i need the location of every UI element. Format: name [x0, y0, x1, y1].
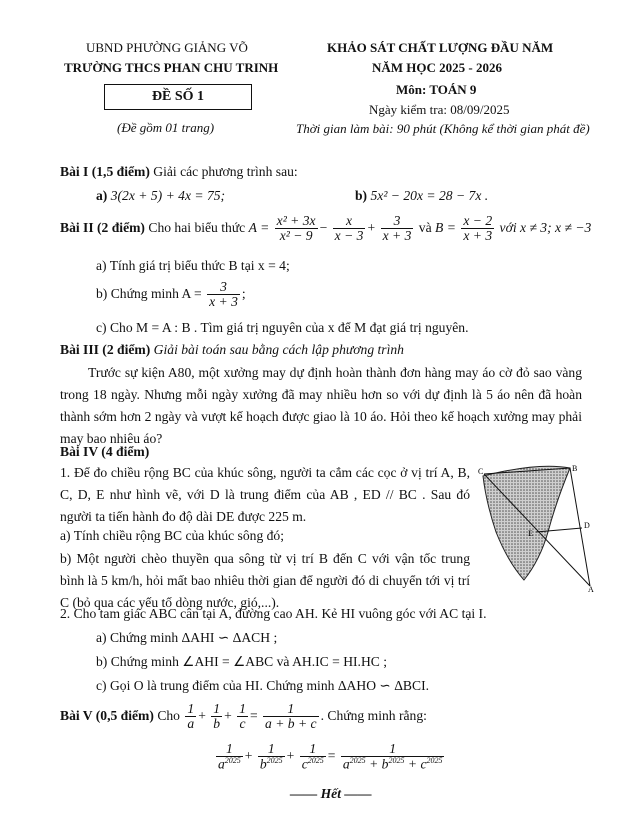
bai5-tail: . Chứng minh rằng:	[320, 707, 427, 723]
bai2-b	[96, 280, 246, 310]
frac-c2025: $\frac{1}{c^{2025}}$	[301, 741, 324, 772]
bai4-p2: 2. Cho tam giác ABC cân tại A, đường cao AH. Kẻ HI vuông góc với AC tại I.	[60, 606, 487, 621]
bai4-p1b: b) Một người chèo thuyền qua sông từ vị trí B đến C với vận tốc trung bình là 5 km/h, hỏi mất bao nhiêu thời gian để người đó di chuyển tới vị trí C (bỏ qua các yếu tố dòng nước, gió,...).	[60, 551, 470, 610]
bai3-subheading: Giải bài toán sau bằng cách lập phương trình	[153, 342, 404, 357]
expr-a-label: A =	[248, 219, 270, 235]
frac-1-a: $\frac{1}{a}$	[187, 701, 195, 732]
river-figure	[478, 462, 600, 592]
school-name: TRƯỜNG THCS PHAN CHU TRINH	[64, 60, 279, 75]
bai5-prompt: Cho	[157, 707, 180, 723]
bai2-prompt: Cho hai biểu thức	[148, 219, 246, 235]
bai1-a	[96, 188, 225, 204]
end-marker: —— Hết ——	[290, 786, 372, 801]
bai3-body: Trước sự kiện A80, một xưởng may dự định hoàn thành đơn hàng may áo cờ đỏ sao vàng trong 18 ngày. Nhưng mỗi ngày xưởng đã may nhiều hơn so với dự định là 5 áo nên đã hoàn thành sớm hơn 2 ngày và vượt kế hoạch được giao là 10 áo. Hỏi theo kế hoạch xưởng may phải may bao nhiêu áo?	[60, 365, 582, 446]
bai4-heading: Bài IV (4 điểm)	[60, 444, 150, 459]
label-a: A	[588, 585, 594, 592]
bai1-a-expr: 3(2x + 5) + 4x = 75;	[110, 188, 226, 203]
bai2-line: Bài II (2 điểm) Cho hai biểu thức A = $\frac{\text{x² + 3x}}{\text{x² − 9}}$ − $\frac{x}{x - 3}$ + $\frac{3}{x + 3}$ và B = $\frac{x - 2}{x + 3}$ với x ≠ 3; x ≠ −3	[60, 213, 592, 244]
riverbank-shape	[483, 466, 570, 580]
condition: với x ≠ 3; x ≠ −3	[499, 219, 592, 235]
subject: Môn: TOÁN 9	[396, 82, 477, 97]
frac-1-b: $\frac{1}{b}$	[213, 701, 221, 732]
bai2-heading: Bài II (2 điểm)	[60, 219, 145, 235]
bai3-heading: Bài III (2 điểm)	[60, 342, 151, 357]
expr-b-label: B =	[435, 219, 456, 235]
label-e: E	[528, 529, 533, 538]
fraction-b: $\frac{x - 2}{x + 3}$	[463, 213, 493, 244]
bai1-prompt: Giải các phương trình sau:	[153, 164, 298, 179]
and-word: và	[418, 219, 432, 235]
bai1-line	[60, 164, 298, 180]
frac-sum2025: $\frac{1}{a^{2025} + b^{2025} + c^{2025}}$	[342, 741, 443, 772]
exam-date: Ngày kiểm tra: 08/09/2025	[369, 102, 510, 117]
school-authority: UBND PHƯỜNG GIẢNG VÕ	[86, 40, 248, 55]
exam-time: Thời gian làm bài: 90 phút (Không kể thời gian phát đề)	[296, 121, 590, 136]
label-d: D	[584, 521, 590, 530]
bai3-line	[60, 342, 404, 358]
bai4-p2b: b) Chứng minh ∠AHI = ∠ABC và AH.IC = HI.HC ;	[96, 654, 388, 669]
exam-code-box: ĐỀ SỐ 1	[104, 84, 252, 110]
pages-note: (Đề gồm 01 trang)	[117, 120, 215, 135]
bai4-p1a: a) Tính chiều rộng BC của khúc sông đó;	[60, 528, 285, 543]
bai4-p1: 1. Để đo chiều rộng BC của khúc sông, người ta cắm các cọc ở vị trí A, B, C, D, E như hình vẽ, với D là trung điểm của AB , ED // BC . Sau đó người ta tiến hành đo độ dài DE được 225 m.	[60, 465, 470, 524]
frac-1-c: $\frac{1}{c}$	[239, 701, 246, 732]
fraction-3-over: $\frac{3}{x + 3}$	[209, 279, 238, 310]
bai2-a: a) Tính giá trị biểu thức B tại x = 4;	[96, 258, 290, 273]
bai2-b-suffix: ;	[241, 285, 246, 301]
fraction-3: $\frac{3}{x + 3}$	[382, 213, 412, 244]
frac-b2025: $\frac{1}{b^{2025}}$	[259, 741, 283, 772]
fraction-2: $\frac{x}{x - 3}$	[334, 213, 364, 244]
school-year: NĂM HỌC 2025 - 2026	[372, 60, 502, 75]
bai2-c: c) Cho M = A : B . Tìm giá trị nguyên của x để M đạt giá trị nguyên.	[96, 320, 469, 335]
bai2-b-prefix: b) Chứng minh A =	[96, 285, 202, 301]
label-b: B	[572, 464, 578, 473]
bai1-a-label: a)	[96, 188, 108, 203]
bai4-p2c: c) Gọi O là trung điểm của HI. Chứng minh ΔAHO ∽ ΔBCI.	[96, 678, 429, 693]
fraction-1: $\frac{\text{x² + 3x}}{\text{x² − 9}}$	[276, 213, 316, 244]
frac-a2025: $\frac{1}{a^{2025}}$	[218, 741, 241, 772]
bai1-heading: Bài I (1,5 điểm)	[60, 164, 150, 179]
label-c: C	[478, 467, 484, 476]
bai5-heading: Bài V (0,5 điểm)	[60, 707, 154, 723]
frac-1-abc: $\frac{1}{a + b + c}$	[265, 701, 317, 732]
bai5-line: Bài V (0,5 điểm) Cho $\frac{1}{a}$ + $\frac{1}{b}$ + $\frac{1}{c}$ = $\frac{1}{a + b + c}$ . Chứng minh rằng:	[60, 701, 427, 732]
bai1-b	[355, 188, 488, 204]
bai1-b-expr: 5x² − 20x = 28 − 7x .	[370, 188, 489, 203]
bai1-b-label: b)	[355, 188, 368, 203]
bai4-p2a: a) Chứng minh ΔAHI ∽ ΔACH ;	[96, 630, 278, 645]
bai5-identity: $\frac{1}{a^{2025}}$ + $\frac{1}{b^{2025}}$ + $\frac{1}{c^{2025}}$ = $\frac{1}{a^{2025} + b^{2025} + c^{2025}}$	[218, 741, 443, 772]
exam-title: KHẢO SÁT CHẤT LƯỢNG ĐẦU NĂM	[327, 40, 554, 55]
